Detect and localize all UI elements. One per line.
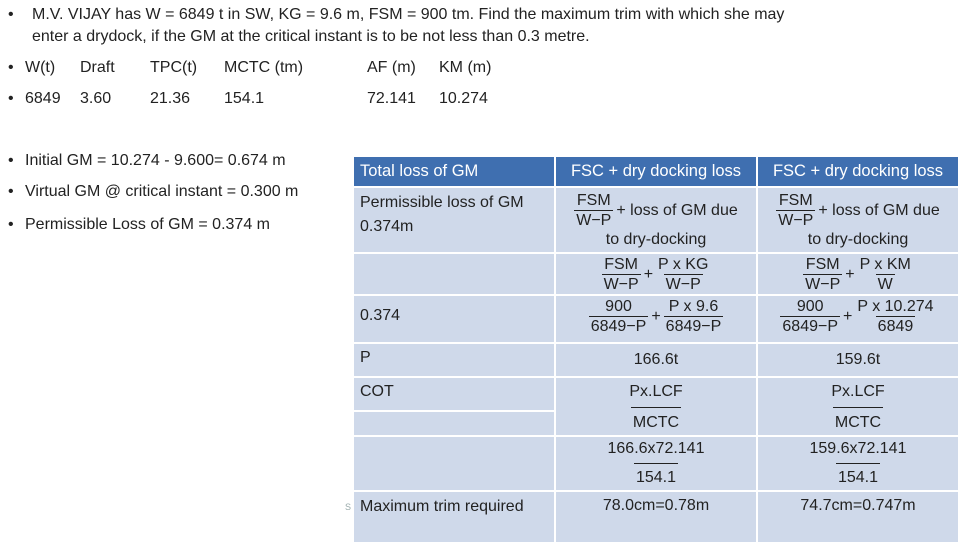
hdr-mctc: MCTC (tm) [224, 59, 304, 76]
val-w: 6849 [25, 90, 61, 107]
numeric-pkg-fraction: $\frac{\text{P x 9.6}}{6849-P}$ [665, 298, 722, 335]
trim-result-km: 74.7cm=0.747m [758, 492, 958, 542]
row5-label: COT [354, 378, 554, 410]
table-row [354, 378, 958, 410]
fsm-fraction: $\frac{\text{FSM}}{W-P}$ [778, 192, 814, 229]
fsm-fraction: $\frac{\text{FSM}}{W-P}$ [603, 256, 639, 293]
cot-numeric-fraction: $\frac{159.6x72.141}{154.1}$ [808, 437, 909, 490]
pkm-fraction: $\frac{\text{P x KM}}{W}$ [859, 256, 911, 293]
fsm-fraction: $\frac{\text{FSM}}{W-P}$ [576, 192, 612, 229]
pkg-fraction: $\frac{\text{P x KG}}{W-P}$ [658, 256, 709, 293]
val-mctc: 154.1 [224, 90, 265, 107]
problem-statement [8, 4, 908, 48]
val-tpc: 21.36 [150, 90, 191, 107]
plus-sign: + [845, 265, 855, 283]
val-af: 72.141 [367, 90, 416, 107]
header-total-loss: Total loss of GM [354, 157, 554, 186]
row7-label: Maximum trim required [354, 492, 554, 542]
p-value-km: 159.6t [758, 344, 958, 376]
bullet-initial-gm [8, 152, 348, 174]
row1-label [354, 188, 554, 252]
row1-line2: to dry-docking [807, 231, 909, 248]
trim-result-kg: 78.0cm=0.78m [556, 492, 756, 542]
bullet-virtual-gm [8, 183, 348, 205]
plus-sign: + [651, 307, 661, 325]
table-row [354, 344, 958, 376]
row3-label: 0.374 [354, 296, 554, 342]
table-row [354, 492, 958, 542]
row1-line2: to dry-docking [605, 231, 707, 248]
permissible-loss-text: Permissible Loss of GM = 0.374 m [25, 216, 270, 233]
row2-formula-kg [556, 254, 756, 294]
problem-line-1: M.V. VIJAY has W = 6849 t in SW, KG = 9.6 m, FSM = 900 tm. Find the maximum trim with which she may [32, 6, 785, 23]
hdr-af: AF (m) [367, 59, 416, 76]
plus-sign: + [843, 307, 853, 325]
bullet-dot: • [8, 90, 14, 107]
table-row [354, 296, 958, 342]
numeric-pkm-fraction: $\frac{\text{P x 10.274}}{6849}$ [857, 298, 934, 335]
data-values-row [8, 90, 608, 112]
bullet-dot: • [8, 152, 14, 169]
cot-numeric-fraction: $\frac{166.6x72.141}{154.1}$ [606, 437, 707, 490]
virtual-gm-text: Virtual GM @ critical instant = 0.300 m [25, 183, 299, 200]
row2-label-empty [354, 254, 554, 294]
numeric-fsm-fraction: $\frac{900}{6849-P}$ [782, 298, 839, 335]
hdr-km: KM (m) [439, 59, 492, 76]
row1-suffix: + loss of GM due [818, 201, 940, 219]
table-row [354, 254, 958, 294]
slide-watermark: S [345, 502, 352, 512]
calculation-table [352, 155, 960, 544]
cot-fraction: $\frac{\text{Px.LCF}}{\text{MCTC}}$ [829, 380, 886, 435]
plus-sign: + [643, 265, 654, 283]
bullet-permissible-loss [8, 216, 348, 238]
row1-label-text: Permissible loss of GM 0.374m [360, 194, 524, 235]
cot-numeric-kg [556, 437, 756, 490]
fsm-fraction: $\frac{\text{FSM}}{W-P}$ [805, 256, 841, 293]
hdr-draft: Draft [80, 59, 115, 76]
problem-line-2: enter a drydock, if the GM at the critical instant is to be not less than 0.3 metre. [32, 28, 590, 45]
table-row [354, 437, 958, 490]
bullet-dot: • [8, 59, 14, 76]
row1-formula-km [758, 188, 958, 252]
bullet-dot: • [8, 6, 14, 23]
row2-formula-km [758, 254, 958, 294]
row1-formula-kg [556, 188, 756, 252]
header-fsc-km: FSC + dry docking loss [758, 157, 958, 186]
initial-gm-text: Initial GM = 10.274 - 9.600= 0.674 m [25, 152, 286, 169]
table-header-row [354, 157, 958, 186]
row3-formula-km [758, 296, 958, 342]
header-fsc-kg: FSC + dry docking loss [556, 157, 756, 186]
bullet-dot: • [8, 216, 14, 233]
cot-formula-km [758, 378, 958, 435]
cot-fraction: $\frac{\text{Px.LCF}}{\text{MCTC}}$ [627, 380, 684, 435]
val-km: 10.274 [439, 90, 488, 107]
row4-label: P [354, 344, 554, 376]
row5b-label-empty [354, 412, 554, 435]
hdr-tpc: TPC(t) [150, 59, 198, 76]
numeric-fsm-fraction: $\frac{900}{6849-P}$ [590, 298, 647, 335]
row6-label-empty [354, 437, 554, 490]
p-value-kg: 166.6t [556, 344, 756, 376]
hdr-w: W(t) [25, 59, 56, 76]
table-row [354, 188, 958, 252]
val-draft: 3.60 [80, 90, 112, 107]
row3-formula-kg [556, 296, 756, 342]
cot-numeric-km [758, 437, 958, 490]
row1-suffix: + loss of GM due [616, 201, 738, 219]
bullet-dot: • [8, 183, 14, 200]
cot-formula-kg [556, 378, 756, 435]
data-header-row [8, 59, 608, 81]
